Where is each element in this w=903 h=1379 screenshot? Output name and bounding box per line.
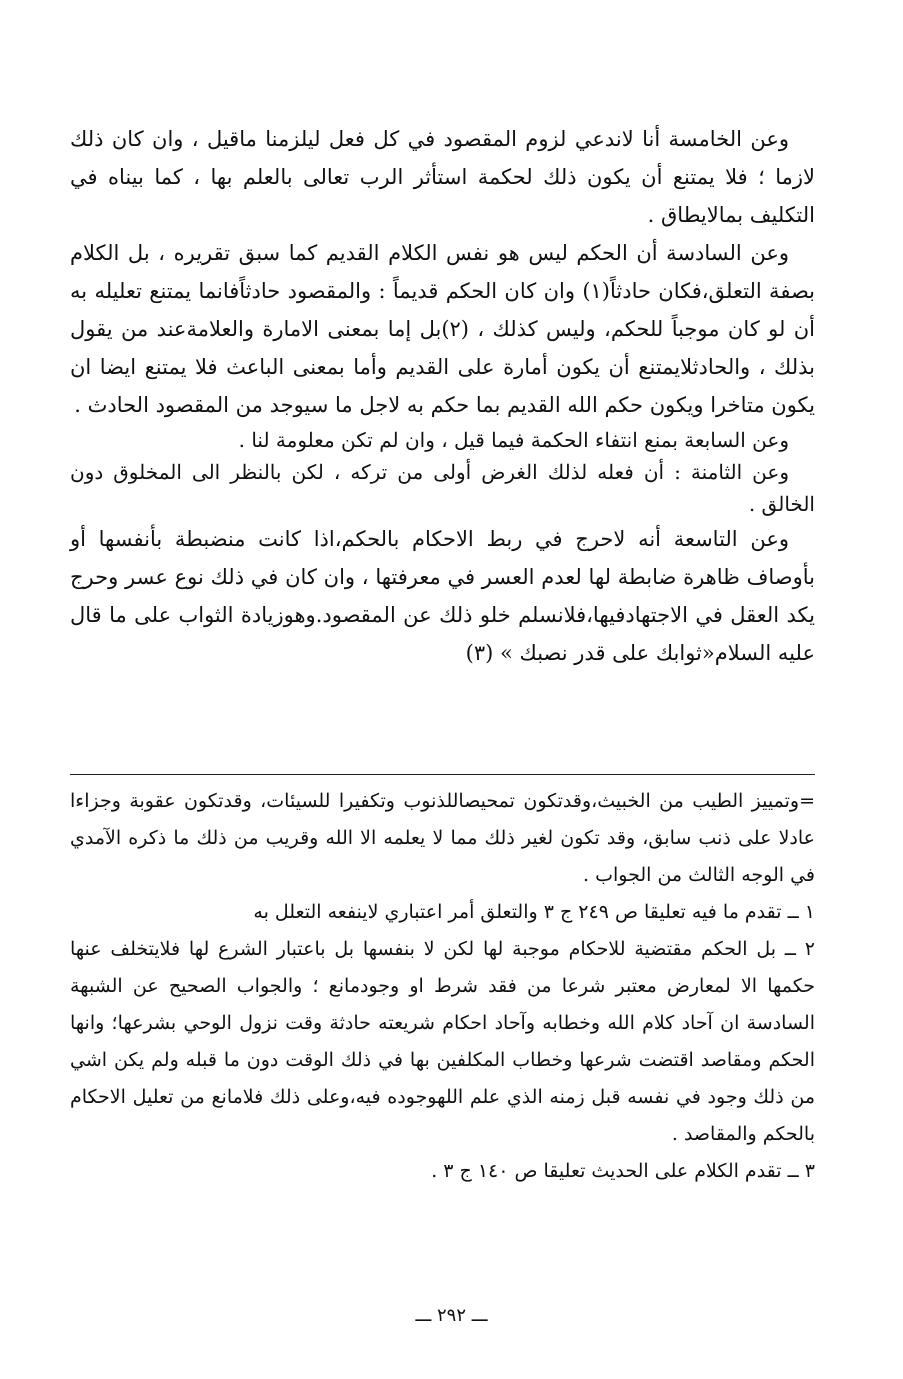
footnote-continuation: =وتمييز الطيب من الخبيث،وقدتكون تمحيصاللذنوب وتكفيرا للسيئات، وقدتكون عقوبة وجزاءا عادلا على ذنب سابق، وقد تكون لغير ذلك مما لا يعلمه الا الله وقريب من ذلك ما ذكره الآمدي في الوجه الثالث من الجواب . (70, 790, 815, 886)
footnote-2: ٢ ــ بل الحكم مقتضية للاحكام موجبة لها لكن لا بنفسها بل باعتبار الشرع لها فلايتخلف عنها حكمها الا لمعارض معتبر شرعا من فقد شرط او وجودمانع ؛ والجواب الصحيح عن الشبهة السادسة ان آحاد كلام الله وخطابه وآحاد احكام شريعته حادثة وقت نزول الوحي بشرعها؛ وانها الحكم ومقاصد اقتضت شرعها وخطاب المكلفين بها في ذلك الوقت دون ما قبله ولم يكن اشي من ذلك وجود في نفسه قبل زمنه الذي علم اللهوجوده فيه،وعلى ذلك فلامانع من تعليل الاحكام بالحكم والمقاصد . (70, 938, 815, 1145)
paragraph-eighth-reply: وعن الثامنة : أن فعله لذلك الغرض أولى من تركه ، لكن بالنظر الى المخلوق دون الخالق . (70, 460, 815, 516)
paragraph-ninth-reply: وعن التاسعة أنه لاحرج في ربط الاحكام بالحكم،اذا كانت منضبطة بأنفسها أو بأوصاف ظاهرة ضابطة لها لعدم العسر في معرفتها ، وان كان في ذلك نوع عسر وحرج يكد العقل في الاجتهادفيها،فلانسلم خلو ذلك عن المقصود.وهوزيادة الثواب على ما قال عليه السلام«ثوابك على قدر نصبك » (٣) (70, 527, 815, 665)
paragraph-seventh-reply: وعن السابعة بمنع انتفاء الحكمة فيما قيل ، وان لم تكن معلومة لنا . (238, 428, 789, 452)
footnotes (70, 783, 815, 1190)
main-text (70, 120, 815, 672)
footnote-3: ٣ ــ تقدم الكلام على الحديث تعليقا ص ١٤٠ ج ٣ . (431, 1160, 815, 1182)
paragraph-sixth-reply: وعن السادسة أن الحكم ليس هو نفس الكلام القديم كما سبق تقريره ، بل الكلام بصفة التعلق،فكان حادثاً(١) وان كان الحكم قديماً : والمقصود حادثاًفانما يمتنع تعليله به أن لو كان موجباً للحكم، وليس كذلك ، (٢)بل إما بمعنى الامارة والعلامةعند من يقول بذلك ، والحادثلايمتنع أن يكون أمارة على القديم وأما بمعنى الباعث فلا يمتنع ايضا ان يكون متاخرا ويكون حكم الله القديم بما حكم به لاجل ما سيوجد من المقصود الحادث . (70, 241, 815, 417)
footnote-1: ١ ــ تقدم ما فيه تعليقا ص ٢٤٩ ج ٣ والتعلق أمر اعتباري لاينفعه التعلل به (253, 901, 815, 923)
page-number: ـــ ٢٩٢ ـــ (415, 1305, 488, 1326)
paragraph-fifth-reply: وعن الخامسة أنا لاندعي لزوم المقصود في كل فعل ليلزمنا ماقيل ، وان كان ذلك لازما ؛ فلا يمتنع أن يكون ذلك لحكمة استأثر الرب تعالى بالعلم بها ، كما بيناه في التكليف بمالايطاق . (70, 127, 815, 227)
footnote-divider (70, 774, 815, 775)
